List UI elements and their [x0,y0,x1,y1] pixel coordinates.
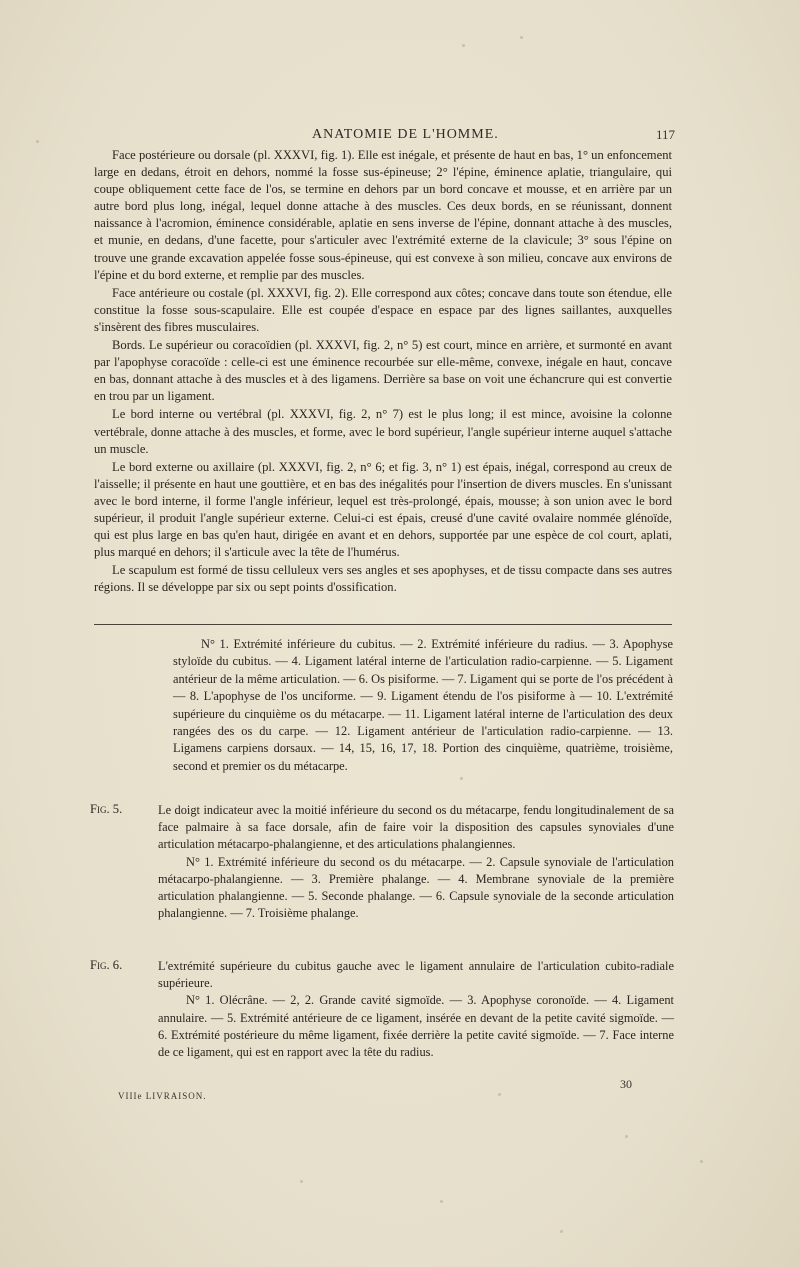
paragraph-bord-externe: Le bord externe ou axillaire (pl. XXXVI, fig. 2, n° 6; et fig. 3, n° 1) est épais, inégal, correspond au creux de l'aisselle; il présente en haut une gouttière, et en bas des inégalités pour l'insertion de divers muscles. En s'unissant avec le bord interne, il forme l'angle inférieur, lequel est très-prolongé, épais, mousse; à son union avec le bord supérieur, il produit l'angle supérieur externe. Celui-ci est épais, creusé d'une cavité ovalaire nommée glénoïde, qui est plus large en bas qu'en haut, dirigée en avant et en dehors, supportée par une espèce de col court, aplati, plus marqué en dehors; il s'articule avec la tête de l'humérus. [94,459,672,560]
paragraph-bord-interne: Le bord interne ou vertébral (pl. XXXVI, fig. 2, n° 7) est le plus long; il est mince, avoisine la colonne vertébrale, donne attache à des muscles, et forme, avec le bord supérieur, l'angle supérieur interne auquel s'attache un muscle. [94,407,672,456]
section-divider [94,624,672,625]
main-text [94,147,672,596]
figure-body [158,958,674,1061]
paragraph-face-anterieure: Face antérieure ou costale (pl. XXXVI, fig. 2). Elle correspond aux côtes; concave dans toute son étendue, elle constitue la fosse sous-scapulaire. Elle est coupée d'espace en espace par des lignes saillantes, auxquelles s'insèrent des fibres musculaires. [94,285,672,334]
figure-description: Le doigt indicateur avec la moitié inférieure du second os du métacarpe, fendu longitudinalement de sa face palmaire à sa face dorsale, afin de faire voir la disposition des capsules synoviales d'une articulation métacarpo-phalangienne, et des articulations phalangiennes. [158,803,674,852]
figure-label: Fig. 6. [90,958,123,972]
figure-description: L'extrémité supérieure du cubitus gauche avec le ligament annulaire de l'articulation cubito-radiale supérieure. [158,959,674,991]
running-title: ANATOMIE DE L'HOMME. [312,127,499,142]
signature-number: 30 [620,1077,632,1091]
figure-numbers: N° 1. Extrémité inférieure du second os du métacarpe. — 2. Capsule synoviale de l'articulation métacarpo-phalangienne. — 3. Première phalange. — 4. Membrane synoviale de la première articulation phalangienne. — 5. Seconde phalange. — 6. Capsule synoviale de la seconde articulation phalangienne. — 7. Troisième phalange. [158,854,674,921]
legend-numbers: N° 1. Extrémité inférieure du cubitus. — 2. Extrémité inférieure du radius. — 3. Apophyse styloïde du cubitus. — 4. Ligament latéral interne de l'articulation radio-carpienne. — 5. Ligament antérieur de la même articulation. — 6. Os pisiforme. — 7. Ligament qui se porte de l'os précédent à — 8. L'apophyse de l'os unciforme. — 9. Ligament étendu de l'os pisiforme à — 10. L'extrémité supérieure du cinquième os du métacarpe. — 11. Ligament latéral interne de l'articulation des deux rangées des os du carpe. — 12. Ligament antérieur de l'articulation radio-carpienne. — 13. Ligamens carpiens dorsaux. — 14, 15, 16, 17, 18. Portion des cinquième, quatrième, troisième, second et premier os du métacarpe. [173,637,673,773]
signature-mark: VIIIe LIVRAISON. [118,1091,207,1101]
figure-label: Fig. 5. [90,802,123,816]
paragraph-face-posterieure: Face postérieure ou dorsale (pl. XXXVI, fig. 1). Elle est inégale, et présente de haut en bas, 1° un enfoncement large en dedans, étroit en dehors, nommé la fosse sus-épineuse; 2° l'épine, éminence aplatie, triangulaire, qui coupe obliquement cette face de l'os, se termine en dehors par un bord concave et mousse, et en arrière par un autre bord plus long, inégal, lequel donne attache à des muscles. Ces deux bords, en se réunissant, donnent naissance à l'acromion, éminence considérable, aplatie en sens inverse de l'épine, donnant attache à des muscles, et munie, en dedans, d'une facette, pour s'articuler avec l'extrémité externe de la clavicule; 3° sous l'épine on trouve une grande excavation appelée fosse sous-épineuse, qui est convexe à son milieu, concave aux environs de l'épine et du bord externe, et remplie par des muscles. [94,148,672,282]
figure-body [158,802,674,922]
figure-numbers: N° 1. Olécrâne. — 2, 2. Grande cavité sigmoïde. — 3. Apophyse coronoïde. — 4. Ligament annulaire. — 5. Extrémité antérieure de ce ligament, insérée en devant de la petite cavité sigmoïde. — 6. Extrémité postérieure du même ligament, fixée derrière la petite cavité sigmoïde. — 7. Face interne de ce ligament, qui est en rapport avec la tête du radius. [158,993,674,1060]
page-number: 117 [656,127,676,142]
paragraph-scapulum: Le scapulum est formé de tissu celluleux vers ses angles et ses apophyses, et de tissu compacte dans ses autres régions. Il se développe par six ou sept points d'ossification. [94,563,672,595]
paragraph-bords: Bords. Le supérieur ou coracoïdien (pl. XXXVI, fig. 2, n° 5) est court, mince en arrière, et surmonté en avant par l'apophyse coracoïde : celle-ci est une éminence recourbée sur elle-même, convexe, inégale en haut, concave en bas, donnant attache à des muscles et à des ligamens. Derrière sa base on voit une échancrure qui est convertie en trou par un ligament. [94,338,672,404]
figure-legend-continued [173,636,673,775]
